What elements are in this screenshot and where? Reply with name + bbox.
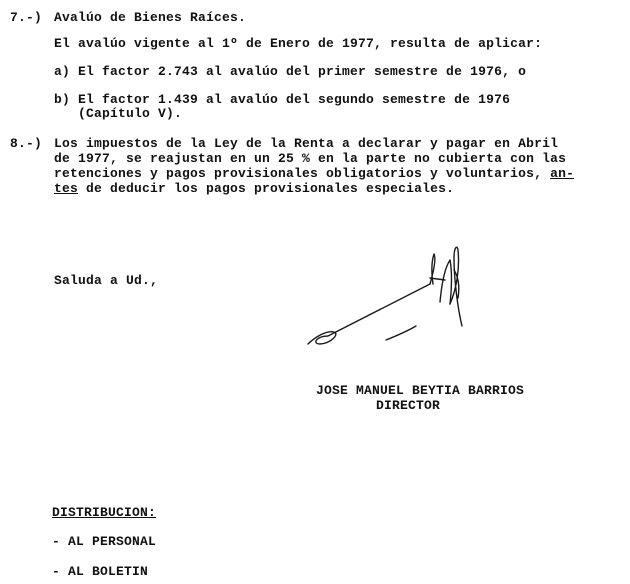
section-7-item-a: a) El factor 2.743 al avalúo del primer semestre de 1976, o	[54, 64, 527, 79]
distribution-heading: DISTRIBUCION:	[52, 505, 157, 520]
section-7-title: Avalúo de Bienes Raíces.	[54, 10, 247, 25]
section-8-line2: de 1977, se reajustan en un 25 % en la parte no cubierta con las	[54, 151, 567, 166]
closing-salutation: Saluda a Ud.,	[54, 273, 159, 288]
section-7-intro: El avalúo vigente al 1º de Enero de 1977, resulta de aplicar:	[54, 36, 543, 51]
signatory-name: JOSE MANUEL BEYTIA BARRIOS	[316, 383, 525, 398]
section-8-line4-text: de deducir los pagos provisionales especiales.	[78, 181, 455, 196]
distribution-item: - AL BOLETIN	[52, 564, 149, 579]
section-7-marker: 7.-)	[10, 10, 43, 25]
section-8-line4	[54, 181, 454, 196]
section-7-item-b-line1: b) El factor 1.439 al avalúo del segundo semestre de 1976	[54, 92, 511, 107]
section-8-marker: 8.-)	[10, 136, 43, 151]
distribution-item: - AL PERSONAL	[52, 534, 157, 549]
section-7-item-b-line2: (Capítulo V).	[78, 106, 183, 121]
section-8-line4-hyphenated: tes	[54, 181, 79, 196]
signatory-title: DIRECTOR	[376, 398, 441, 413]
section-8-line1: Los impuestos de la Ley de la Renta a declarar y pagar en Abril	[54, 136, 559, 151]
section-8-line3-text: retenciones y pagos provisionales obligatorios y voluntarios,	[54, 166, 551, 181]
section-8-line3	[54, 166, 574, 181]
section-8-line3-hyphenated: an-	[550, 166, 575, 181]
handwritten-signature	[300, 240, 480, 355]
